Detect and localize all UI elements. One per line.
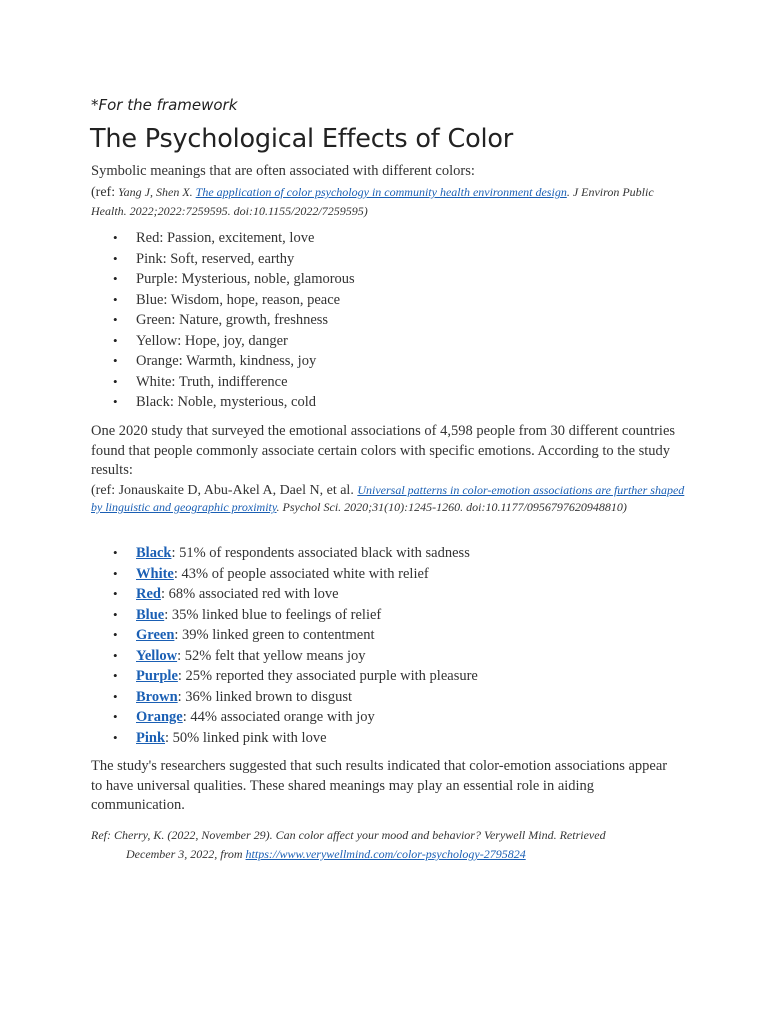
- symbolic-item-text: Black: Noble, mysterious, cold: [136, 394, 317, 410]
- framework-note: *For the framework: [91, 96, 238, 114]
- bullet-icon: •: [113, 688, 118, 704]
- reference-2: [91, 482, 691, 516]
- symbolic-item-text: Yellow: Hope, joy, danger: [136, 332, 288, 349]
- symbolic-list-item: [113, 331, 355, 352]
- color-name-link[interactable]: Black: [136, 545, 172, 561]
- symbolic-list-item: [113, 228, 355, 249]
- bullet-icon: •: [113, 271, 118, 286]
- symbolic-item-text: Blue: Wisdom, hope, reason, peace: [136, 291, 341, 308]
- reference-2-prefix: (ref: Jonauskaite D, Abu-Akel A, Dael N, et al.: [91, 483, 354, 498]
- reference-1-link[interactable]: The application of color psychology in community health environment design: [195, 185, 567, 199]
- bullet-icon: •: [113, 250, 118, 266]
- bullet-icon: •: [113, 668, 118, 683]
- conclusion-paragraph: The study's researchers suggested that such results indicated that color-emotion associations appear to have universal qualities. These shared meanings may play an essential role in aiding communication.: [91, 758, 668, 813]
- bullet-icon: •: [113, 332, 118, 348]
- bullet-icon: •: [113, 394, 118, 409]
- reference-1: [91, 183, 661, 221]
- color-name-link[interactable]: Purple: [136, 668, 178, 684]
- page-title: The Psychological Effects of Color: [90, 124, 514, 154]
- result-list-item: [113, 584, 478, 605]
- color-name-link[interactable]: Yellow: [136, 647, 178, 664]
- symbolic-list-item: [113, 310, 355, 331]
- result-text: : 36% linked brown to disgust: [177, 688, 353, 705]
- color-name-link[interactable]: Blue: [136, 606, 165, 623]
- bullet-icon: •: [113, 291, 118, 307]
- symbolic-meanings-list: [113, 228, 355, 413]
- reference-2-suffix: . Psychol Sci. 2020;31(10):1245-1260. doi:10.1177/0956797620948810): [276, 500, 627, 514]
- study-paragraph: One 2020 study that surveyed the emotional associations of 4,598 people from 30 different countries found that people commonly associate certain colors with specific emotions. According to the study results:: [91, 423, 676, 478]
- result-list-item: [113, 625, 478, 646]
- result-list-item: [113, 666, 478, 687]
- bullet-icon: •: [113, 373, 118, 389]
- bullet-icon: •: [113, 230, 118, 245]
- reference-3-line2: [91, 845, 671, 864]
- bullet-icon: •: [113, 606, 118, 622]
- result-list-item: [113, 605, 478, 626]
- symbolic-item-text: Orange: Warmth, kindness, joy: [136, 353, 317, 369]
- reference-3-url-link[interactable]: https://www.verywellmind.com/color-psychology-2795824: [245, 847, 526, 861]
- result-text: : 25% reported they associated purple with pleasure: [177, 668, 478, 684]
- bullet-icon: •: [113, 545, 118, 560]
- bullet-icon: •: [113, 627, 118, 642]
- bullet-icon: •: [113, 586, 118, 601]
- result-list-item: [113, 646, 478, 667]
- color-name-link[interactable]: Brown: [136, 688, 178, 705]
- symbolic-list-item: [113, 351, 355, 372]
- color-name-link[interactable]: White: [136, 565, 174, 582]
- color-name-link[interactable]: Orange: [136, 709, 183, 725]
- symbolic-list-item: [113, 290, 355, 311]
- color-name-link[interactable]: Red: [136, 586, 161, 602]
- symbolic-item-text: Green: Nature, growth, freshness: [136, 312, 329, 328]
- result-list-item: [113, 543, 478, 564]
- symbolic-list-item: [113, 372, 355, 393]
- result-text: : 50% linked pink with love: [165, 729, 327, 746]
- result-text: : 39% linked green to contentment: [174, 627, 375, 643]
- intro-text: Symbolic meanings that are often associated with different colors:: [91, 163, 475, 179]
- symbolic-list-item: [113, 249, 355, 270]
- bullet-icon: •: [113, 709, 118, 724]
- study-results-list: [113, 543, 478, 748]
- symbolic-item-text: White: Truth, indifference: [136, 373, 288, 390]
- bullet-icon: •: [113, 647, 118, 663]
- result-text: : 68% associated red with love: [160, 586, 339, 602]
- reference-3: [91, 826, 671, 864]
- result-list-item: [113, 687, 478, 708]
- bullet-icon: •: [113, 729, 118, 745]
- result-text: : 43% of people associated white with relief: [173, 565, 429, 582]
- reference-1-prefix: (ref:: [91, 185, 116, 200]
- reference-1-authors: Yang J, Shen X.: [115, 185, 193, 199]
- result-text: : 52% felt that yellow means joy: [177, 647, 366, 664]
- result-text: : 44% associated orange with joy: [182, 709, 375, 725]
- color-name-link[interactable]: Green: [136, 627, 175, 643]
- symbolic-list-item: [113, 392, 355, 413]
- result-text: : 35% linked blue to feelings of relief: [164, 606, 382, 623]
- bullet-icon: •: [113, 312, 118, 327]
- reference-2-link[interactable]: Universal patterns in color-emotion associations are further shaped by linguistic and geographic proximity: [91, 483, 685, 514]
- symbolic-item-text: Red: Passion, excitement, love: [136, 230, 315, 246]
- reference-1-suffix: . J Environ Public Health. 2022;2022:7259595. doi:10.1155/2022/7259595): [91, 185, 654, 218]
- symbolic-list-item: [113, 269, 355, 290]
- result-list-item: [113, 564, 478, 585]
- reference-3-retrieved: December 3, 2022, from: [126, 847, 246, 861]
- result-list-item: [113, 707, 478, 728]
- bullet-icon: •: [113, 353, 118, 368]
- reference-3-line1: Ref: Cherry, K. (2022, November 29). Can color affect your mood and behavior? Verywell Mind. Retrieved: [91, 828, 606, 842]
- result-text: : 51% of respondents associated black with sadness: [171, 545, 470, 561]
- symbolic-item-text: Pink: Soft, reserved, earthy: [136, 250, 295, 267]
- symbolic-item-text: Purple: Mysterious, noble, glamorous: [136, 271, 355, 287]
- bullet-icon: •: [113, 565, 118, 581]
- color-name-link[interactable]: Pink: [136, 729, 166, 746]
- result-list-item: [113, 728, 478, 749]
